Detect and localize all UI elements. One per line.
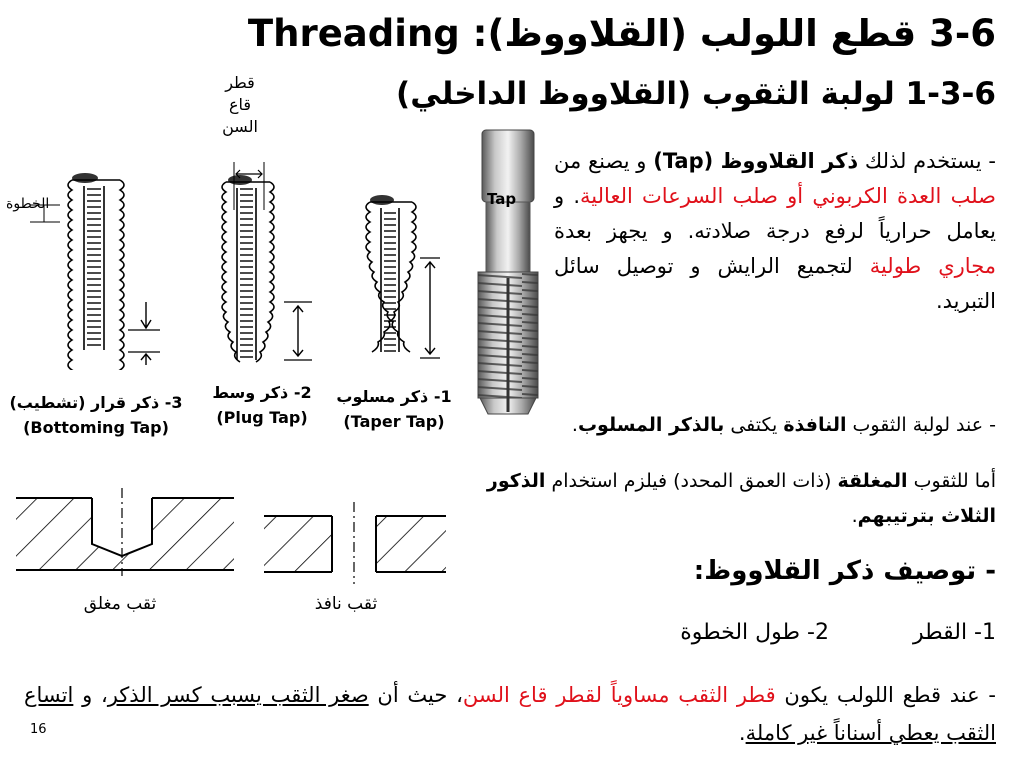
through-hole-drawing	[264, 502, 446, 584]
tap-specification-heading: - توصيف ذكر القلاووظ:	[693, 556, 996, 586]
taper-tap-drawing	[366, 195, 440, 358]
plug-tap-drawing	[222, 162, 312, 362]
page-number: 16	[30, 722, 47, 737]
through-hole-label: ثقب نافذ	[314, 594, 378, 614]
through-hole-paragraph: - عند لولبة الثقوب النافذة يكتفى بالذكر المسلوب.	[571, 414, 996, 436]
tap-specification-list	[576, 620, 996, 645]
pitch-label: الخطوة	[6, 196, 50, 212]
blind-hole-label: ثقب مغلق	[83, 594, 157, 614]
spec-item-pitch: 2- طول الخطوة	[680, 620, 829, 645]
tap-photo-label: Tap	[487, 190, 517, 208]
slide-subtitle: 1-3-6 لولبة الثقوب (القلاووظ الداخلي)	[396, 76, 996, 112]
blind-hole-paragraph: أما للثقوب المغلقة (ذات العمق المحدد) فيلزم استخدام الذكور الثلاث بترتيبهم.	[486, 470, 996, 527]
tap-photo	[462, 128, 552, 420]
bottoming-tap-label: 3- ذكر قرار (تشطيب) (Bottoming Tap)	[9, 393, 183, 437]
root-diameter-label: قطر قاع السن	[222, 73, 258, 136]
bottoming-tap-drawing	[30, 173, 160, 370]
tap-description-paragraph: - يستخدم لذلك ذكر القلاووظ (Tap) و يصنع من صلب العدة الكربوني أو صلب السرعات العالية. و يعامل حرارياً لرفع درجة صلادته. و يجهز بعدة مجاري طولية لتجميع الرايش و توصيل سائل التبريد.	[554, 149, 997, 313]
blind-hole-drawing	[16, 488, 234, 576]
plug-tap-label: 2- ذكر وسط (Plug Tap)	[212, 383, 312, 427]
holes-diagram	[10, 488, 450, 588]
taps-diagram	[0, 150, 460, 370]
taper-tap-label: 1- ذكر مسلوب (Taper Tap)	[336, 387, 452, 431]
spec-item-diameter: 1- القطر	[912, 620, 996, 645]
hole-diameter-paragraph: - عند قطع اللولب يكون قطر الثقب مساوياً لقطر قاع السن، حيث أن صغر الثقب يسبب كسر الذكر، و اتساع الثقب يعطي أسناناً غير كاملة.	[24, 683, 996, 745]
slide-title: 3-6 قطع اللولب (القلاووظ): Threading	[247, 12, 996, 55]
